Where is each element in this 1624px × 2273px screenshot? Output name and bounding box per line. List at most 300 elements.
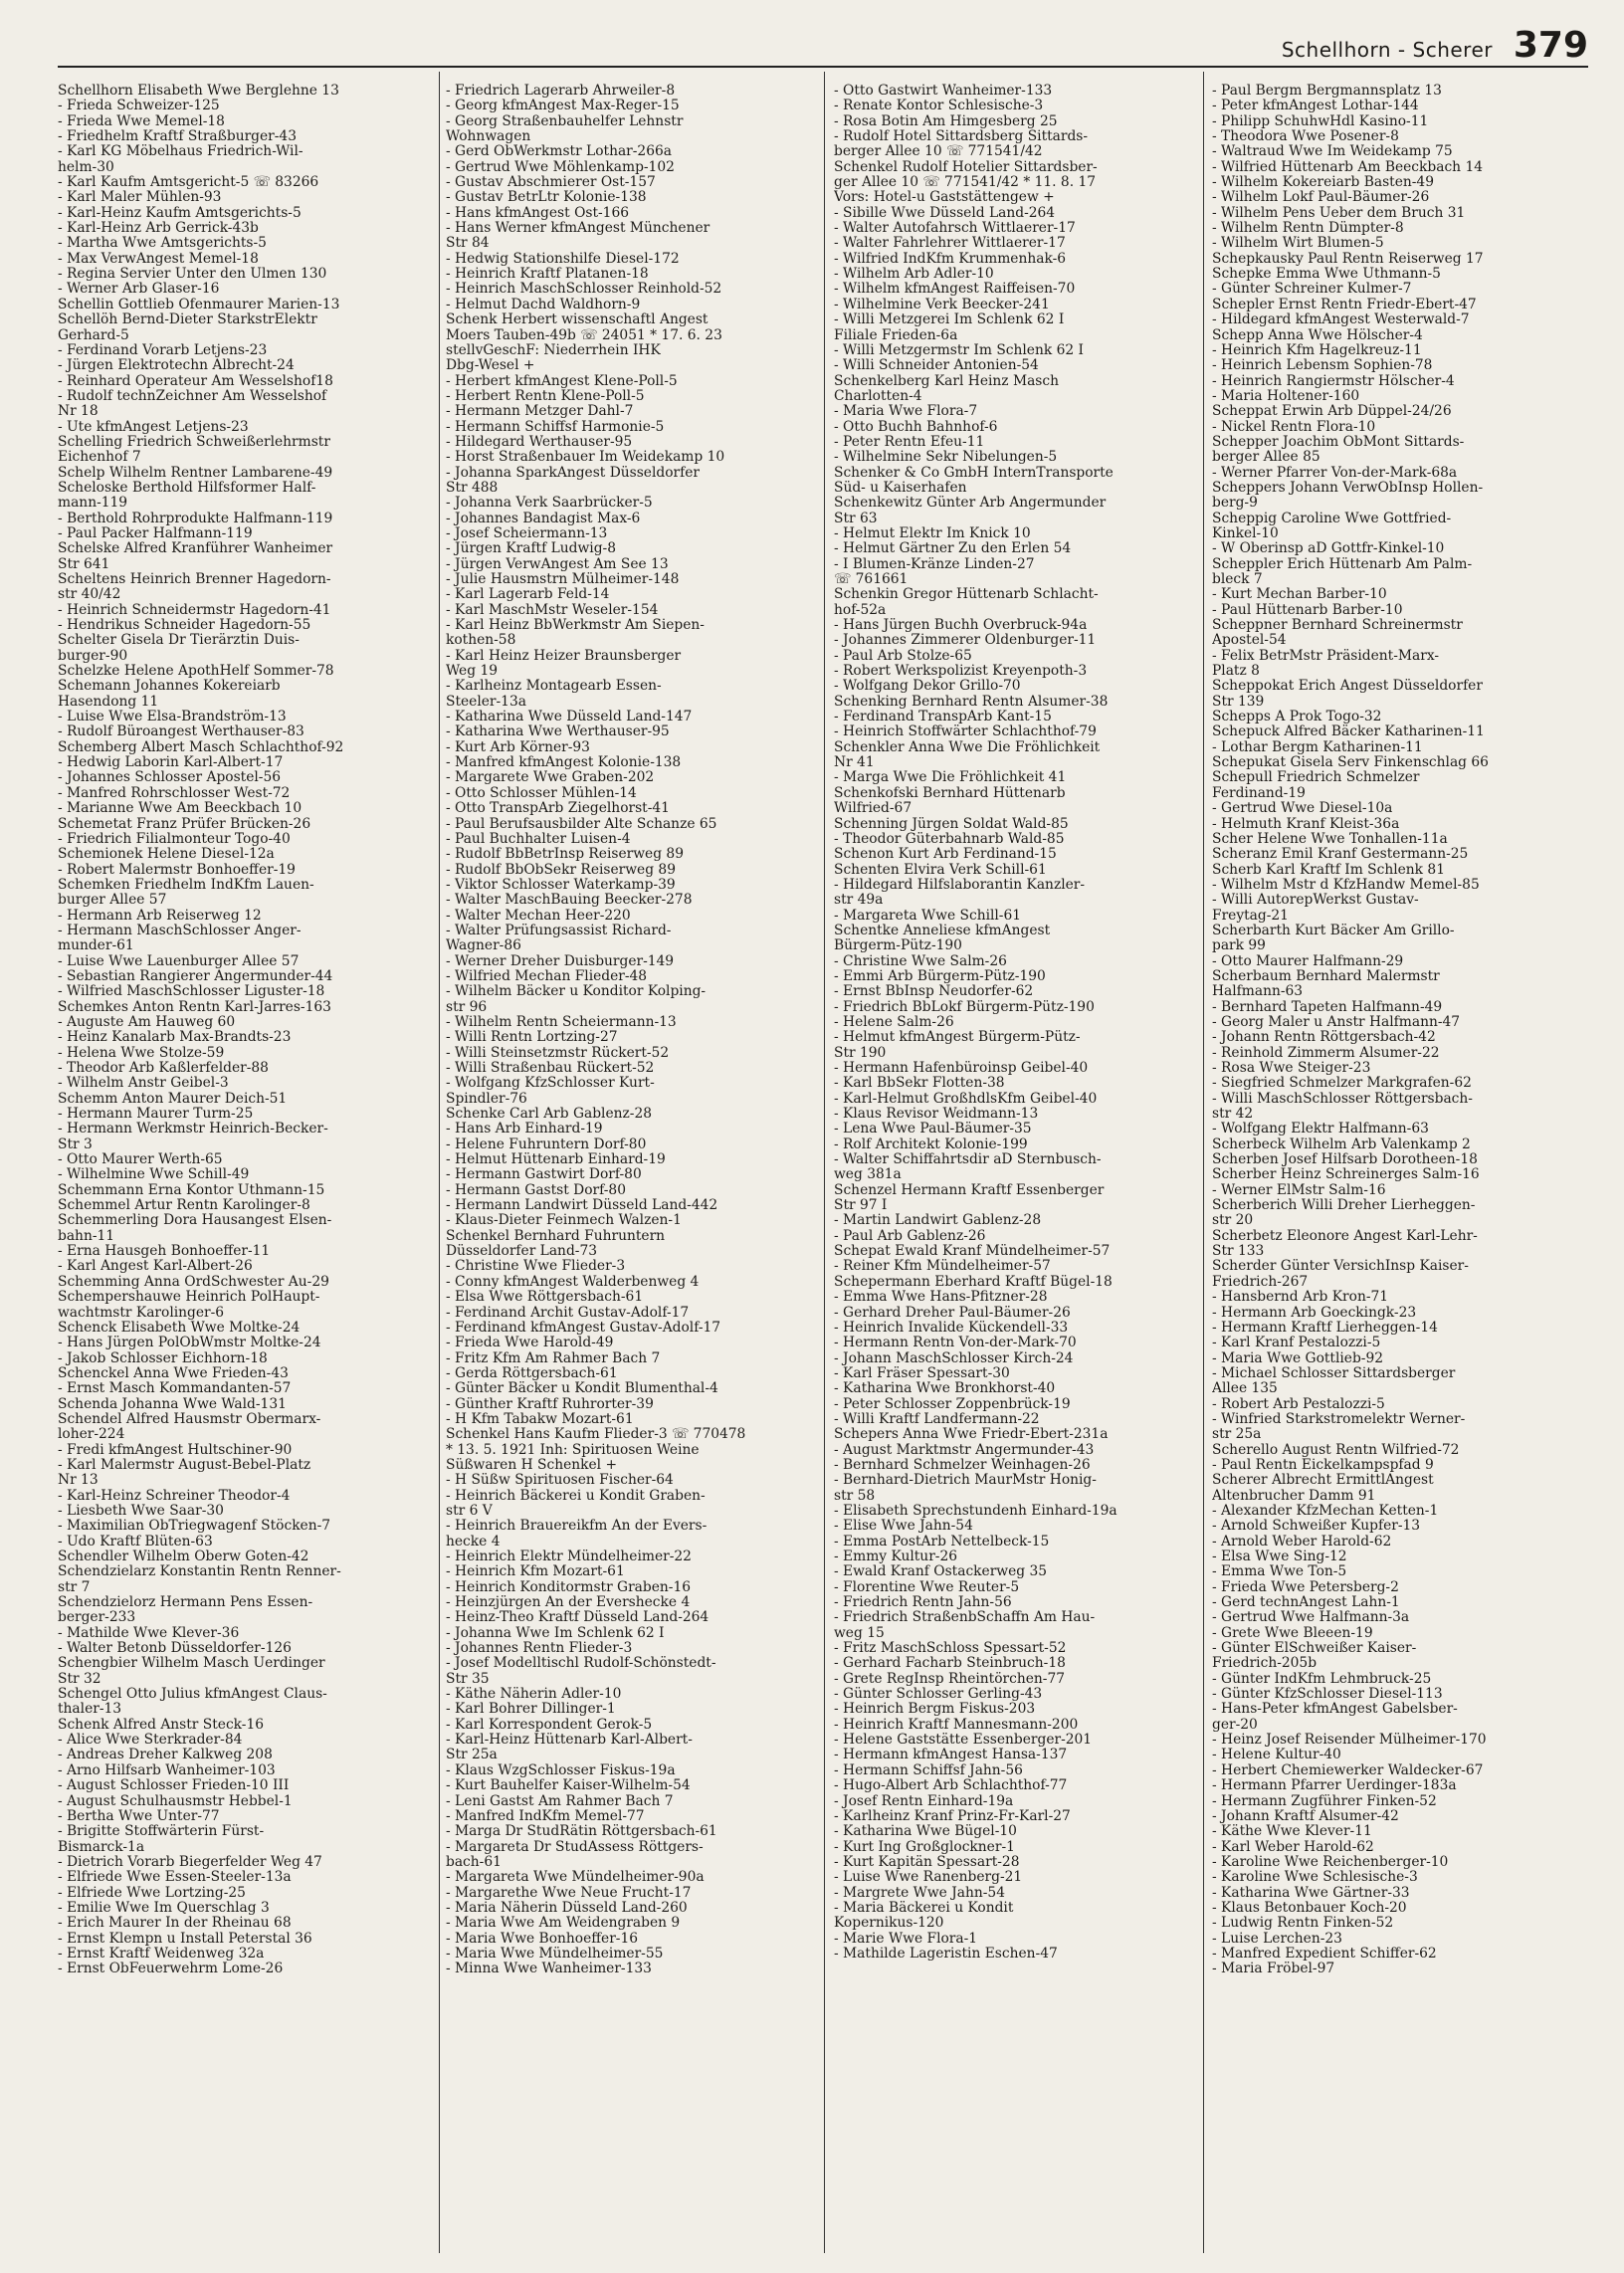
- directory-entry-line: - Margareta Wwe Schill-61: [834, 907, 1022, 924]
- directory-entry-line: Schepper Joachim ObMont Sittards-: [1212, 433, 1465, 450]
- directory-entry-line: - Friedrich StraßenbSchaffn Am Hau-: [834, 1609, 1096, 1626]
- directory-entry-line: Str 3: [58, 1136, 93, 1152]
- directory-entry-line: - Ewald Kranf Ostackerweg 35: [834, 1563, 1048, 1580]
- directory-entry-line: - Heinzjürgen An der Evershecke 4: [446, 1594, 691, 1611]
- directory-entry-line: - Karl MaschMstr Weseler-154: [446, 601, 659, 618]
- directory-entry-line: - Dietrich Vorarb Biegerfelder Weg 47: [58, 1853, 322, 1870]
- directory-column-1: [58, 84, 438, 1977]
- directory-entry-line: Freytag-21: [1212, 907, 1289, 924]
- directory-entry-line: - Karl Kranf Pestalozzi-5: [1212, 1335, 1381, 1351]
- directory-entry-line: - Hildegard kfmAngest Westerwald-7: [1212, 311, 1470, 328]
- directory-entry-line: - Wilfried Hüttenarb Am Beeckbach 14: [1212, 158, 1484, 175]
- directory-entry-line: Scherber Heinz Schreinerges Salm-16: [1212, 1166, 1480, 1183]
- directory-entry-line: Str 35: [446, 1670, 490, 1687]
- directory-entry-line: - Andreas Dreher Kalkweg 208: [58, 1747, 273, 1763]
- directory-entry-line: - Gerd technAngest Lahn-1: [1212, 1594, 1400, 1611]
- directory-entry-line: - Herbert kfmAngest Klene-Poll-5: [446, 372, 678, 389]
- directory-entry-line: Schepp Anna Wwe Hölscher-4: [1212, 326, 1423, 343]
- directory-entry-line: str 42: [1212, 1106, 1254, 1123]
- directory-entry-line: - Emilie Wwe Im Querschlag 3: [58, 1899, 270, 1916]
- directory-entry-line: - Luise Wwe Ranenberg-21: [834, 1869, 1023, 1886]
- directory-entry-line: - Karl-Heinz Schreiner Theodor-4: [58, 1487, 291, 1504]
- directory-entry-line: Nr 41: [834, 754, 875, 771]
- directory-entry-line: - Karl Heinz BbWerkmstr Am Siepen-: [446, 617, 705, 634]
- directory-entry-line: Schemmerling Dora Hausangest Elsen-: [58, 1212, 332, 1229]
- directory-entry-line: - Karoline Wwe Schlesische-3: [1212, 1869, 1418, 1886]
- directory-entry-line: - Wolfgang KfzSchlosser Kurt-: [446, 1075, 655, 1092]
- directory-entry-line: wachtmstr Karolinger-6: [58, 1304, 225, 1321]
- directory-entry-line: - W Oberinsp aD Gottfr-Kinkel-10: [1212, 540, 1445, 557]
- directory-entry-line: - Arnold Weber Harold-62: [1212, 1533, 1392, 1550]
- directory-entry-line: - Käthe Wwe Klever-11: [1212, 1823, 1372, 1840]
- directory-entry-line: Schepull Friedrich Schmelzer: [1212, 769, 1420, 786]
- directory-entry-line: Halfmann-63: [1212, 983, 1304, 1000]
- directory-entry-line: - Elsa Wwe Sing-12: [1212, 1549, 1347, 1564]
- directory-entry-line: - Hedwig Laborin Karl-Albert-17: [58, 754, 284, 771]
- directory-entry-line: - Arnold Schweißer Kupfer-13: [1212, 1518, 1421, 1535]
- directory-entry-line: Str 139: [1212, 693, 1265, 710]
- directory-entry-line: Apostel-54: [1212, 632, 1287, 649]
- directory-entry-line: - Hermann Arb Reiserweg 12: [58, 907, 262, 924]
- directory-entry-line: - Elsa Wwe Röttgersbach-61: [446, 1289, 644, 1306]
- directory-entry-line: - Wilfried IndKfm Krummenhak-6: [834, 250, 1067, 267]
- directory-entry-line: Schemetat Franz Prüfer Brücken-26: [58, 815, 311, 832]
- directory-entry-line: Wilfried-67: [834, 800, 913, 817]
- directory-entry-line: - Katharina Wwe Bronkhorst-40: [834, 1380, 1056, 1397]
- directory-entry-line: Schenzel Hermann Kraftf Essenberger: [834, 1181, 1105, 1198]
- directory-entry-line: - Maria Näherin Düsseld Land-260: [446, 1899, 688, 1916]
- directory-entry-line: - Ernst BbInsp Neudorfer-62: [834, 983, 1034, 1000]
- directory-entry-line: - Wilhelm Pens Ueber dem Bruch 31: [1212, 204, 1466, 221]
- directory-entry-line: Scherb Karl Kraftf Im Schlenk 81: [1212, 861, 1445, 878]
- directory-column-3: [834, 84, 1214, 1962]
- running-head-title: Schellhorn - Scherer: [1281, 38, 1493, 62]
- directory-entry-line: Bismarck-1a: [58, 1838, 145, 1855]
- directory-entry-line: - Ferdinand TranspArb Kant-15: [834, 709, 1052, 725]
- directory-entry-line: - Jürgen Elektrotechn Albrecht-24: [58, 357, 295, 374]
- directory-entry-line: - Viktor Schlosser Waterkamp-39: [446, 876, 676, 893]
- directory-entry-line: - Paul Packer Halfmann-119: [58, 524, 253, 541]
- directory-entry-line: - Georg kfmAngest Max-Reger-15: [446, 98, 680, 114]
- directory-entry-line: - Karl Maler Mühlen-93: [58, 189, 222, 206]
- directory-entry-line: - Walter Prüfungsassist Richard-: [446, 922, 672, 938]
- directory-entry-line: - Grete RegInsp Rheintörchen-77: [834, 1670, 1066, 1687]
- directory-entry-line: - Friedrich BbLokf Bürgerm-Pütz-190: [834, 998, 1095, 1015]
- directory-entry-line: Allee 135: [1212, 1380, 1278, 1397]
- directory-entry-line: - Sibille Wwe Düsseld Land-264: [834, 204, 1056, 221]
- directory-entry-line: - Walter Betonb Düsseldorfer-126: [58, 1640, 292, 1657]
- directory-entry-line: - Hermann MaschSchlosser Anger-: [58, 922, 302, 938]
- directory-entry-line: - Karoline Wwe Reichenberger-10: [1212, 1853, 1449, 1870]
- directory-entry-line: - Manfred IndKfm Memel-77: [446, 1807, 645, 1824]
- directory-entry-line: - Karl-Heinz Arb Gerrick-43b: [58, 220, 259, 237]
- directory-entry-line: - Heinz-Theo Kraftf Düsseld Land-264: [446, 1609, 710, 1626]
- directory-entry-line: - Ferdinand kfmAngest Gustav-Adolf-17: [446, 1319, 721, 1336]
- directory-entry-line: - Otto Gastwirt Wanheimer-133: [834, 84, 1053, 99]
- directory-entry-line: - Helmut Gärtner Zu den Erlen 54: [834, 540, 1072, 557]
- directory-entry-line: - Helmut Hüttenarb Einhard-19: [446, 1151, 666, 1168]
- directory-entry-line: Steeler-13a: [446, 693, 526, 710]
- directory-entry-line: - Hermann Arb Goeckingk-23: [1212, 1304, 1417, 1321]
- directory-entry-line: - H Kfm Tabakw Mozart-61: [446, 1410, 634, 1427]
- directory-entry-line: - Winfried Starkstromelektr Werner-: [1212, 1410, 1466, 1427]
- directory-entry-line: - Kurt Ing Großglockner-1: [834, 1838, 1015, 1855]
- directory-entry-line: - Udo Kraftf Blüten-63: [58, 1533, 213, 1550]
- directory-entry-line: - Maria Wwe Flora-7: [834, 403, 978, 420]
- directory-entry-line: - Reinhard Operateur Am Wesselshof18: [58, 372, 333, 389]
- directory-entry-line: hecke 4: [446, 1533, 501, 1550]
- directory-entry-line: - Ernst Klempn u Install Peterstal 36: [58, 1930, 312, 1947]
- directory-entry-line: - Fritz MaschSchloss Spessart-52: [834, 1640, 1067, 1657]
- directory-entry-line: Filiale Frieden-6a: [834, 326, 958, 343]
- directory-entry-line: - Paul Hüttenarb Barber-10: [1212, 601, 1403, 618]
- directory-entry-line: - Robert Malermstr Bonhoeffer-19: [58, 861, 296, 878]
- directory-entry-line: Schengbier Wilhelm Masch Uerdinger: [58, 1655, 325, 1672]
- directory-entry-line: - Auguste Am Hauweg 60: [58, 1013, 236, 1030]
- directory-entry-line: - Otto Buchh Bahnhof-6: [834, 418, 998, 435]
- directory-entry-line: Schemberg Albert Masch Schlachthof-92: [58, 738, 344, 755]
- directory-entry-line: - Katharina Wwe Bügel-10: [834, 1823, 1017, 1840]
- directory-entry-line: stellvGeschF: Niederrhein IHK: [446, 341, 661, 358]
- directory-entry-line: - Wilhelm Rentn Scheiermann-13: [446, 1013, 677, 1030]
- directory-entry-line: Nr 13: [58, 1472, 99, 1489]
- directory-entry-line: - Lena Wwe Paul-Bäumer-35: [834, 1121, 1032, 1137]
- directory-entry-line: - Kurt Arb Körner-93: [446, 738, 590, 755]
- directory-entry-line: bleck 7: [1212, 571, 1263, 587]
- directory-entry-line: - Josef Modelltischl Rudolf-Schönstedt-: [446, 1655, 716, 1672]
- directory-entry-line: - Heinrich Stoffwärter Schlachthof-79: [834, 723, 1097, 740]
- directory-entry-line: - Emma Wwe Hans-Pfitzner-28: [834, 1289, 1048, 1306]
- directory-entry-line: berger Allee 85: [1212, 449, 1320, 466]
- directory-entry-line: - Gerhard Dreher Paul-Bäumer-26: [834, 1304, 1071, 1321]
- directory-entry-line: Bürgerm-Pütz-190: [834, 937, 962, 954]
- directory-entry-line: - Felix BetrMstr Präsident-Marx-: [1212, 647, 1440, 664]
- directory-entry-line: - Michael Schlosser Sittardsberger: [1212, 1364, 1456, 1381]
- directory-entry-line: Scherder Günter VersichInsp Kaiser-: [1212, 1258, 1469, 1275]
- directory-entry-line: berger Allee 10 ☏ 771541/42: [834, 143, 1043, 160]
- directory-entry-line: - Heinrich Schneidermstr Hagedorn-41: [58, 601, 331, 618]
- directory-entry-line: Spindler-76: [446, 1090, 527, 1107]
- directory-entry-line: - Margarete Wwe Graben-202: [446, 769, 655, 786]
- directory-entry-line: Scheloske Berthold Hilfsformer Half-: [58, 479, 316, 496]
- directory-entry-line: - Alice Wwe Sterkrader-84: [58, 1732, 243, 1749]
- directory-entry-line: Schengel Otto Julius kfmAngest Claus-: [58, 1686, 327, 1703]
- directory-entry-line: Schenning Jürgen Soldat Wald-85: [834, 815, 1069, 832]
- directory-entry-line: Scherberich Willi Dreher Lierheggen-: [1212, 1197, 1476, 1214]
- directory-entry-line: - Friedrich Rentn Jahn-56: [834, 1594, 1012, 1611]
- directory-entry-line: bach-61: [446, 1853, 502, 1870]
- directory-entry-line: - Julie Hausmstrn Mülheimer-148: [446, 571, 680, 587]
- directory-entry-line: - Martha Wwe Amtsgerichts-5: [58, 235, 267, 252]
- page-header: [58, 22, 1588, 68]
- directory-entry-line: Schepps A Prok Togo-32: [1212, 709, 1382, 725]
- directory-entry-line: - Rudolf BbBetrInsp Reiserweg 89: [446, 846, 684, 863]
- directory-entry-line: - Fredi kfmAngest Hultschiner-90: [58, 1441, 293, 1458]
- directory-entry-line: - Johanna Wwe Im Schlenk 62 I: [446, 1624, 665, 1641]
- directory-entry-line: - Werner Pfarrer Von-der-Mark-68a: [1212, 464, 1458, 481]
- directory-entry-line: - Heinrich Elektr Mündelheimer-22: [446, 1549, 692, 1564]
- directory-entry-line: - Maria Wwe Mündelheimer-55: [446, 1945, 664, 1962]
- directory-entry-line: - Paul Arb Gablenz-26: [834, 1227, 986, 1244]
- directory-entry-line: Schemionek Helene Diesel-12a: [58, 846, 275, 863]
- directory-entry-line: - Johanna Verk Saarbrücker-5: [446, 495, 653, 512]
- directory-entry-line: Ferdinand-19: [1212, 784, 1306, 801]
- directory-entry-line: - Hermann Metzger Dahl-7: [446, 403, 634, 420]
- directory-entry-line: Schelp Wilhelm Rentner Lambarene-49: [58, 464, 333, 481]
- directory-entry-line: hof-52a: [834, 601, 887, 618]
- directory-entry-line: - Heinrich Kfm Hagelkreuz-11: [1212, 341, 1422, 358]
- page-number: 379: [1513, 25, 1588, 66]
- directory-entry-line: - Siegfried Schmelzer Markgrafen-62: [1212, 1075, 1472, 1092]
- directory-entry-line: - Renate Kontor Schlesische-3: [834, 98, 1044, 114]
- directory-entry-line: Schenk Alfred Anstr Steck-16: [58, 1716, 265, 1733]
- directory-entry-line: Schenon Kurt Arb Ferdinand-15: [834, 846, 1057, 863]
- directory-entry-line: - Lothar Bergm Katharinen-11: [1212, 738, 1423, 755]
- directory-entry-line: - Hermann Maurer Turm-25: [58, 1106, 254, 1123]
- directory-entry-line: Schellhorn Elisabeth Wwe Berglehne 13: [58, 84, 339, 99]
- directory-entry-line: Scheppner Bernhard Schreinermstr: [1212, 617, 1463, 634]
- directory-entry-line: Scheppig Caroline Wwe Gottfried-: [1212, 510, 1452, 526]
- directory-entry-line: Hasendong 11: [58, 693, 159, 710]
- directory-entry-line: Schemmann Erna Kontor Uthmann-15: [58, 1181, 325, 1198]
- directory-entry-line: - Frieda Wwe Memel-18: [58, 112, 225, 129]
- directory-entry-line: - Helmuth Kranf Kleist-36a: [1212, 815, 1400, 832]
- directory-entry-line: - Sebastian Rangierer Angermunder-44: [58, 967, 333, 984]
- directory-entry-line: Schempershauwe Heinrich PolHaupt-: [58, 1289, 320, 1306]
- directory-entry-line: - Walter Autofahrsch Wittlaerer-17: [834, 220, 1076, 237]
- directory-entry-line: - Marga Dr StudRätin Röttgersbach-61: [446, 1823, 717, 1840]
- directory-entry-line: - Klaus-Dieter Feinmech Walzen-1: [446, 1212, 682, 1229]
- directory-entry-line: - Willi Steinsetzmstr Rückert-52: [446, 1044, 670, 1061]
- directory-entry-line: - Kurt Bauhelfer Kaiser-Wilhelm-54: [446, 1777, 691, 1794]
- directory-entry-line: - Margarethe Wwe Neue Frucht-17: [446, 1884, 692, 1901]
- directory-entry-line: - Karl KG Möbelhaus Friedrich-Wil-: [58, 143, 304, 160]
- directory-entry-line: - Maria Wwe Gottlieb-92: [1212, 1349, 1384, 1366]
- directory-entry-line: Schenda Johanna Wwe Wald-131: [58, 1395, 287, 1412]
- directory-entry-line: Wagner-86: [446, 937, 521, 954]
- directory-entry-line: Düsseldorfer Land-73: [446, 1243, 597, 1260]
- directory-entry-line: - Hermann Rentn Von-der-Mark-70: [834, 1335, 1077, 1351]
- directory-entry-line: - Mathilde Wwe Klever-36: [58, 1624, 240, 1641]
- directory-entry-line: - Friedrich Lagerarb Ahrweiler-8: [446, 84, 676, 99]
- directory-entry-line: Schelzke Helene ApothHelf Sommer-78: [58, 663, 334, 680]
- directory-entry-line: - Friedrich Filialmonteur Togo-40: [58, 830, 291, 847]
- directory-entry-line: Schenckel Anna Wwe Frieden-43: [58, 1364, 289, 1381]
- directory-entry-line: Scherbeck Wilhelm Arb Valenkamp 2: [1212, 1136, 1471, 1152]
- directory-entry-line: - Frieda Wwe Harold-49: [446, 1335, 614, 1351]
- directory-entry-line: Schenkofski Bernhard Hüttenarb: [834, 784, 1066, 801]
- directory-entry-line: Scherbaum Bernhard Malermstr: [1212, 967, 1440, 984]
- directory-entry-line: - Wilhelm Lokf Paul-Bäumer-26: [1212, 189, 1430, 206]
- directory-entry-line: - Wilhelmine Wwe Schill-49: [58, 1166, 250, 1183]
- directory-entry-line: - Katharina Wwe Düsseld Land-147: [446, 709, 693, 725]
- directory-entry-line: - Johann MaschSchlosser Kirch-24: [834, 1349, 1074, 1366]
- directory-entry-line: - Karl-Heinz Kaufm Amtsgerichts-5: [58, 204, 302, 221]
- directory-entry-line: - Walter Fahrlehrer Wittlaerer-17: [834, 235, 1066, 252]
- directory-entry-line: - Günter Schlosser Gerling-43: [834, 1686, 1043, 1703]
- directory-entry-line: Schendel Alfred Hausmstr Obermarx-: [58, 1410, 321, 1427]
- directory-entry-line: Str 25a: [446, 1747, 498, 1763]
- directory-entry-line: - Johann Rentn Röttgersbach-42: [1212, 1029, 1436, 1046]
- directory-entry-line: - Arno Hilfsarb Wanheimer-103: [58, 1761, 276, 1778]
- directory-entry-line: - Maria Wwe Bonhoeffer-16: [446, 1930, 639, 1947]
- directory-entry-line: - Heinrich Rangiermstr Hölscher-4: [1212, 372, 1455, 389]
- directory-entry-line: * 13. 5. 1921 Inh: Spirituosen Weine: [446, 1441, 700, 1458]
- directory-entry-line: - Helene Salm-26: [834, 1013, 954, 1030]
- directory-entry-line: - Ferdinand Archit Gustav-Adolf-17: [446, 1304, 690, 1321]
- directory-entry-line: - Willi Metzgermstr Im Schlenk 62 I: [834, 341, 1084, 358]
- directory-entry-line: weg 381a: [834, 1166, 902, 1183]
- directory-entry-line: Schenkel Rudolf Hotelier Sittardsber-: [834, 158, 1098, 175]
- directory-entry-line: - Werner Arb Glaser-16: [58, 281, 220, 298]
- directory-entry-line: - Heinrich MaschSchlosser Reinhold-52: [446, 281, 722, 298]
- directory-entry-line: - Nickel Rentn Flora-10: [1212, 418, 1376, 435]
- directory-entry-line: - Rolf Architekt Kolonie-199: [834, 1136, 1028, 1152]
- directory-entry-line: burger-90: [58, 647, 128, 664]
- directory-entry-line: - Liesbeth Wwe Saar-30: [58, 1502, 224, 1519]
- directory-entry-line: - Wilhelmine Sekr Nibelungen-5: [834, 449, 1058, 466]
- directory-entry-line: Str 97 I: [834, 1197, 888, 1214]
- directory-entry-line: - Gerda Röttgersbach-61: [446, 1364, 618, 1381]
- directory-entry-line: - Gerhard Facharb Steinbruch-18: [834, 1655, 1066, 1672]
- directory-entry-line: str 25a: [1212, 1426, 1262, 1443]
- directory-entry-line: Friedrich-267: [1212, 1273, 1309, 1290]
- directory-entry-line: - Helene Fuhruntern Dorf-80: [446, 1136, 647, 1152]
- directory-entry-line: Schenkelberg Karl Heinz Masch: [834, 372, 1059, 389]
- directory-entry-line: - Luise Wwe Lauenburger Allee 57: [58, 952, 300, 969]
- directory-entry-line: - Günter IndKfm Lehmbruck-25: [1212, 1670, 1432, 1687]
- directory-entry-line: Scheppat Erwin Arb Düppel-24/26: [1212, 403, 1452, 420]
- directory-entry-line: - Karl Angest Karl-Albert-26: [58, 1258, 253, 1275]
- directory-entry-line: - Otto Schlosser Mühlen-14: [446, 784, 637, 801]
- directory-entry-line: - Margareta Wwe Mündelheimer-90a: [446, 1869, 705, 1886]
- directory-entry-line: - Hermann Pfarrer Uerdinger-183a: [1212, 1777, 1457, 1794]
- directory-entry-line: - Otto Maurer Werth-65: [58, 1151, 223, 1168]
- directory-entry-line: ger Allee 10 ☏ 771541/42 * 11. 8. 17: [834, 174, 1097, 191]
- directory-entry-line: - August Schlosser Frieden-10 III: [58, 1777, 290, 1794]
- directory-entry-line: - Wilhelm Anstr Geibel-3: [58, 1075, 229, 1092]
- directory-entry-line: - Ernst Kraftf Weidenweg 32a: [58, 1945, 265, 1962]
- directory-entry-line: - Theodor Arb Kaßlerfelder-88: [58, 1060, 269, 1076]
- directory-entry-line: - Gertrud Wwe Halfmann-3a: [1212, 1609, 1410, 1626]
- directory-entry-line: - Hendrikus Schneider Hagedorn-55: [58, 617, 311, 634]
- directory-entry-line: - Josef Rentn Einhard-19a: [834, 1792, 1014, 1809]
- directory-entry-line: - Karl Malermstr August-Bebel-Platz: [58, 1456, 311, 1473]
- directory-entry-line: - Brigitte Stoffwärterin Fürst-: [58, 1823, 265, 1840]
- directory-entry-line: - Karl Fräser Spessart-30: [834, 1364, 1010, 1381]
- directory-entry-line: - Berthold Rohrprodukte Halfmann-119: [58, 510, 333, 526]
- directory-entry-line: - Wilhelm Mstr d KfzHandw Memel-85: [1212, 876, 1480, 893]
- directory-entry-line: - Rudolf Hotel Sittardsberg Sittards-: [834, 128, 1089, 145]
- directory-entry-line: - Paul Berufsausbilder Alte Schanze 65: [446, 815, 717, 832]
- directory-entry-line: park 99: [1212, 937, 1266, 954]
- directory-entry-line: - Erna Hausgeh Bonhoeffer-11: [58, 1243, 271, 1260]
- directory-entry-line: - Walter Schiffahrtsdir aD Sternbusch-: [834, 1151, 1102, 1168]
- directory-entry-line: - Walter MaschBauing Beecker-278: [446, 892, 693, 909]
- directory-entry-line: - Reinhold Zimmerm Alsumer-22: [1212, 1044, 1440, 1061]
- directory-entry-line: - H Süßw Spirituosen Fischer-64: [446, 1472, 674, 1489]
- directory-entry-line: - Heinrich Invalide Kückendell-33: [834, 1319, 1069, 1336]
- directory-entry-line: berg-9: [1212, 495, 1258, 512]
- directory-entry-line: Schenk Herbert wissenschaftl Angest: [446, 311, 709, 328]
- directory-entry-line: Scherer Albrecht ErmittlAngest: [1212, 1472, 1434, 1489]
- directory-entry-line: - Willi Metzgerei Im Schlenk 62 I: [834, 311, 1065, 328]
- directory-entry-line: Schepler Ernst Rentn Friedr-Ebert-47: [1212, 296, 1477, 312]
- directory-entry-line: - Peter kfmAngest Lothar-144: [1212, 98, 1419, 114]
- directory-entry-line: - Margareta Dr StudAssess Röttgers-: [446, 1838, 704, 1855]
- directory-entry-line: - Gertrud Wwe Möhlenkamp-102: [446, 158, 675, 175]
- directory-entry-line: Schellöh Bernd-Dieter StarkstrElektr: [58, 311, 317, 328]
- directory-entry-line: - Helene Kultur-40: [1212, 1747, 1341, 1763]
- directory-entry-line: - Frieda Wwe Petersberg-2: [1212, 1578, 1399, 1595]
- directory-entry-line: - Theodor Güterbahnarb Wald-85: [834, 830, 1065, 847]
- directory-entry-line: - Josef Scheiermann-13: [446, 524, 608, 541]
- directory-entry-line: Schemming Anna OrdSchwester Au-29: [58, 1273, 329, 1290]
- directory-entry-line: - Christine Wwe Salm-26: [834, 952, 1007, 969]
- directory-entry-line: - Gustav Abschmierer Ost-157: [446, 174, 656, 191]
- directory-entry-line: - Katharina Wwe Gärtner-33: [1212, 1884, 1410, 1901]
- directory-entry-line: - Marianne Wwe Am Beeckbach 10: [58, 800, 303, 817]
- directory-entry-line: - Rudolf Büroangest Werthauser-83: [58, 723, 304, 740]
- directory-column-2: [446, 84, 826, 1977]
- directory-entry-line: - Karlheinz Kranf Prinz-Fr-Karl-27: [834, 1807, 1071, 1824]
- directory-entry-line: - Minna Wwe Wanheimer-133: [446, 1961, 652, 1977]
- directory-entry-line: - Helmut Dachd Waldhorn-9: [446, 296, 641, 312]
- directory-entry-line: - Hermann Schiffsf Harmonie-5: [446, 418, 665, 435]
- directory-entry-line: - Karl Heinz Heizer Braunsberger: [446, 647, 682, 664]
- directory-entry-line: Str 488: [446, 479, 499, 496]
- directory-entry-line: - Ludwig Rentn Finken-52: [1212, 1915, 1394, 1932]
- directory-entry-line: - August Marktmstr Angermunder-43: [834, 1441, 1095, 1458]
- directory-entry-line: Nr 18: [58, 403, 99, 420]
- directory-entry-line: - Reiner Kfm Mündelheimer-57: [834, 1258, 1051, 1275]
- directory-entry-line: Schenkin Gregor Hüttenarb Schlacht-: [834, 586, 1099, 603]
- directory-entry-line: - Hugo-Albert Arb Schlachthof-77: [834, 1777, 1068, 1794]
- directory-entry-line: str 96: [446, 998, 488, 1015]
- directory-entry-line: - Georg Maler u Anstr Halfmann-47: [1212, 1013, 1461, 1030]
- directory-entry-line: Platz 8: [1212, 663, 1260, 680]
- directory-entry-line: - Friedhelm Kraftf Straßburger-43: [58, 128, 297, 145]
- directory-entry-line: Scheranz Emil Kranf Gestermann-25: [1212, 846, 1469, 863]
- directory-entry-line: - Conny kfmAngest Walderbenweg 4: [446, 1273, 700, 1290]
- directory-entry-line: Schenck Elisabeth Wwe Moltke-24: [58, 1319, 301, 1336]
- directory-entry-line: - I Blumen-Kränze Linden-27: [834, 555, 1035, 572]
- directory-entry-line: - Karl-Helmut GroßhdlsKfm Geibel-40: [834, 1090, 1098, 1107]
- directory-entry-line: - Mathilde Lageristin Eschen-47: [834, 1945, 1058, 1962]
- directory-entry-line: - Wolfgang Dekor Grillo-70: [834, 678, 1021, 695]
- directory-entry-line: - Hermann kfmAngest Hansa-137: [834, 1747, 1068, 1763]
- directory-entry-line: - Rosa Wwe Steiger-23: [1212, 1060, 1371, 1076]
- directory-entry-line: Schenking Bernhard Rentn Alsumer-38: [834, 693, 1109, 710]
- directory-entry-line: Kinkel-10: [1212, 524, 1279, 541]
- directory-entry-line: str 7: [58, 1578, 91, 1595]
- directory-entry-line: - Maria Bäckerei u Kondit: [834, 1899, 1014, 1916]
- directory-entry-line: - Elise Wwe Jahn-54: [834, 1518, 973, 1535]
- directory-entry-line: - Paul Rentn Eickelkampspfad 9: [1212, 1456, 1434, 1473]
- directory-entry-line: - Manfred Rohrschlosser West-72: [58, 784, 291, 801]
- directory-entry-line: - Heinrich Bergm Fiskus-203: [834, 1701, 1036, 1718]
- directory-entry-line: - Otto TranspArb Ziegelhorst-41: [446, 800, 670, 817]
- directory-entry-line: - Hermann Hafenbüroinsp Geibel-40: [834, 1060, 1089, 1076]
- directory-entry-line: - Johannes Rentn Flieder-3: [446, 1640, 633, 1657]
- directory-entry-line: Schemm Anton Maurer Deich-51: [58, 1090, 288, 1107]
- directory-entry-line: - Heinrich Kraftf Platanen-18: [446, 266, 649, 283]
- directory-entry-line: - Willi AutorepWerkst Gustav-: [1212, 892, 1419, 909]
- directory-entry-line: - Johannes Zimmerer Oldenburger-11: [834, 632, 1097, 649]
- directory-entry-line: - Hedwig Stationshilfe Diesel-172: [446, 250, 680, 267]
- directory-entry-line: - Rosa Botin Am Himgesberg 25: [834, 112, 1058, 129]
- directory-entry-line: burger Allee 57: [58, 892, 167, 909]
